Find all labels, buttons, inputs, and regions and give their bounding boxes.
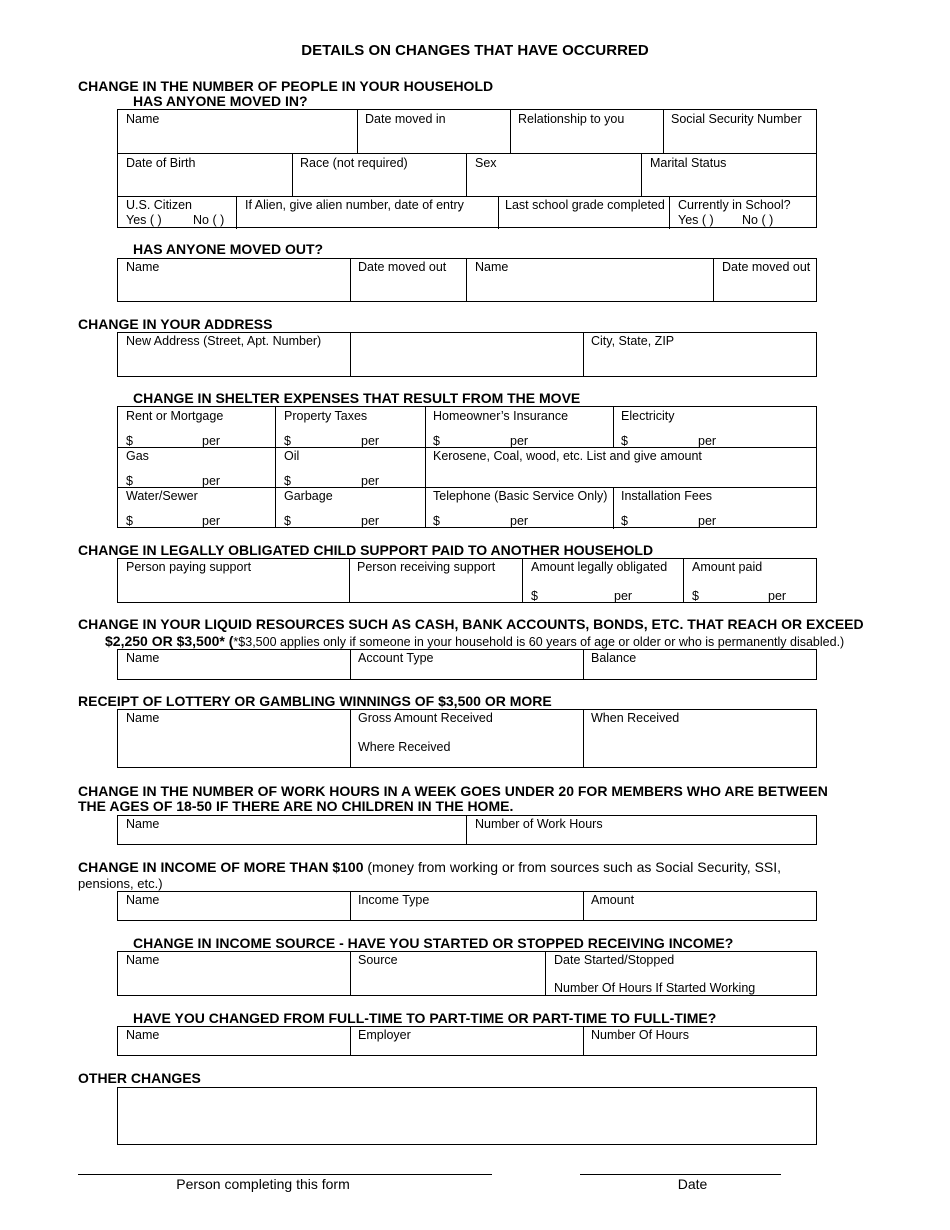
- child-support-table[interactable]: [117, 558, 817, 603]
- telephone-label: Telephone (Basic Service Only): [433, 489, 608, 503]
- page-title: DETAILS ON CHANGES THAT HAVE OCCURRED: [301, 42, 649, 59]
- citizen-yes[interactable]: Yes ( ): [126, 213, 162, 227]
- income-source-heading: CHANGE IN INCOME SOURCE - HAVE YOU STARTED OR STOPPED RECEIVING INCOME?: [133, 935, 734, 951]
- when-label: When Received: [591, 711, 680, 725]
- dob-label: Date of Birth: [126, 156, 196, 170]
- alien-label: If Alien, give alien number, date of entry: [245, 198, 464, 212]
- moved-out-table[interactable]: [117, 258, 817, 302]
- income-heading-line2: pensions, etc.): [78, 876, 163, 891]
- lottery-table[interactable]: [117, 709, 817, 768]
- income-table[interactable]: [117, 891, 817, 921]
- other-heading: OTHER CHANGES: [78, 1070, 201, 1086]
- city-label: City, State, ZIP: [591, 334, 675, 348]
- household-heading: CHANGE IN THE NUMBER OF PEOPLE IN YOUR HOUSEHOLD: [78, 78, 494, 94]
- ssn-label: Social Security Number: [671, 112, 802, 126]
- liquid-heading: CHANGE IN YOUR LIQUID RESOURCES SUCH AS CASH, BANK ACCOUNTS, BONDS, ETC. THAT REACH OR EXCEED: [78, 616, 864, 632]
- dollar-sign: $: [531, 589, 538, 603]
- per-label: per: [202, 514, 221, 528]
- in-school-label: Currently in School?: [678, 198, 791, 212]
- account-type-label: Account Type: [358, 651, 434, 665]
- fulltime-name-label: Name: [126, 1028, 160, 1042]
- name-label: Name: [126, 112, 160, 126]
- signature-line[interactable]: [78, 1174, 492, 1175]
- per-label: per: [361, 434, 380, 448]
- kerosene-label: Kerosene, Coal, wood, etc. List and give amount: [433, 449, 702, 463]
- income-source-table[interactable]: [117, 951, 817, 996]
- moved-in-heading: HAS ANYONE MOVED IN?: [133, 93, 308, 109]
- address-heading: CHANGE IN YOUR ADDRESS: [78, 316, 273, 332]
- moved-in-table[interactable]: [117, 109, 817, 228]
- fulltime-hours-label: Number Of Hours: [591, 1028, 689, 1042]
- liquid-threshold: $2,250 OR $3,500* (: [105, 633, 234, 649]
- grade-label: Last school grade completed: [505, 198, 665, 212]
- moved-out-name2-label: Name: [475, 260, 509, 274]
- lottery-name-label: Name: [126, 711, 160, 725]
- work-hours-label: Number of Work Hours: [475, 817, 603, 831]
- source-name-label: Name: [126, 953, 160, 967]
- signature-label: Person completing this form: [176, 1176, 350, 1192]
- oil-label: Oil: [284, 449, 300, 463]
- liquid-name-label: Name: [126, 651, 160, 665]
- per-label: per: [510, 434, 529, 448]
- income-type-label: Income Type: [358, 893, 430, 907]
- dollar-sign: $: [284, 434, 291, 448]
- per-label: per: [614, 589, 633, 603]
- moved-out-heading: HAS ANYONE MOVED OUT?: [133, 241, 324, 257]
- per-label: per: [510, 514, 529, 528]
- school-yes[interactable]: Yes ( ): [678, 213, 714, 227]
- obligated-label: Amount legally obligated: [531, 560, 668, 574]
- income-name-label: Name: [126, 893, 160, 907]
- liquid-heading-line2: [105, 633, 844, 649]
- sex-label: Sex: [475, 156, 497, 170]
- fulltime-heading: HAVE YOU CHANGED FROM FULL-TIME TO PART-TIME OR PART-TIME TO FULL-TIME?: [133, 1010, 717, 1026]
- work-hours-heading-line2: THE AGES OF 18-50 IF THERE ARE NO CHILDREN IN THE HOME.: [78, 798, 514, 814]
- moved-out-date-label: Date moved out: [358, 260, 447, 274]
- liquid-note: *$3,500 applies only if someone in your household is 60 years of age or older or who is permanently disabled.): [233, 635, 845, 649]
- relationship-label: Relationship to you: [518, 112, 625, 126]
- dollar-sign: $: [126, 514, 133, 528]
- citizen-no[interactable]: No ( ): [193, 213, 225, 227]
- dollar-sign: $: [126, 434, 133, 448]
- work-hours-heading: CHANGE IN THE NUMBER OF WORK HOURS IN A WEEK GOES UNDER 20 FOR MEMBERS WHO ARE BETWEEN: [78, 783, 828, 799]
- property-taxes-label: Property Taxes: [284, 409, 368, 423]
- electricity-label: Electricity: [621, 409, 675, 423]
- school-no[interactable]: No ( ): [742, 213, 774, 227]
- income-heading-bold: CHANGE IN INCOME OF MORE THAN $100: [78, 859, 364, 875]
- date-label: Date: [677, 1176, 708, 1192]
- shelter-table[interactable]: [117, 406, 817, 528]
- receiver-label: Person receiving support: [357, 560, 496, 574]
- moved-out-name-label: Name: [126, 260, 160, 274]
- employer-label: Employer: [358, 1028, 411, 1042]
- dollar-sign: $: [126, 474, 133, 488]
- payer-label: Person paying support: [126, 560, 252, 574]
- child-support-heading: CHANGE IN LEGALLY OBLIGATED CHILD SUPPORT PAID TO ANOTHER HOUSEHOLD: [78, 542, 654, 558]
- dollar-sign: $: [433, 514, 440, 528]
- dollar-sign: $: [284, 474, 291, 488]
- income-heading: [78, 859, 781, 875]
- balance-label: Balance: [591, 651, 637, 665]
- per-label: per: [698, 514, 717, 528]
- date-line[interactable]: [580, 1174, 781, 1175]
- gross-label: Gross Amount Received: [358, 711, 493, 725]
- income-amount-label: Amount: [591, 893, 635, 907]
- dollar-sign: $: [621, 514, 628, 528]
- dollar-sign: $: [692, 589, 699, 603]
- per-label: per: [361, 474, 380, 488]
- dollar-sign: $: [433, 434, 440, 448]
- lottery-heading: RECEIPT OF LOTTERY OR GAMBLING WINNINGS OF $3,500 OR MORE: [78, 693, 552, 709]
- street-label: New Address (Street, Apt. Number): [126, 334, 322, 348]
- per-label: per: [768, 589, 787, 603]
- hours-started-label: Number Of Hours If Started Working: [554, 981, 756, 995]
- work-name-label: Name: [126, 817, 160, 831]
- per-label: per: [202, 474, 221, 488]
- per-label: per: [698, 434, 717, 448]
- marital-label: Marital Status: [650, 156, 727, 170]
- source-label: Source: [358, 953, 398, 967]
- date-started-label: Date Started/Stopped: [554, 953, 675, 967]
- work-hours-table[interactable]: [117, 815, 817, 845]
- gas-label: Gas: [126, 449, 149, 463]
- liquid-table[interactable]: [117, 649, 817, 680]
- installation-label: Installation Fees: [621, 489, 713, 503]
- citizen-label: U.S. Citizen: [126, 198, 192, 212]
- shelter-heading: CHANGE IN SHELTER EXPENSES THAT RESULT FROM THE MOVE: [133, 390, 581, 406]
- per-label: per: [202, 434, 221, 448]
- income-heading-rest: (money from working or from sources such as Social Security, SSI,: [363, 859, 782, 875]
- dollar-sign: $: [284, 514, 291, 528]
- fulltime-table[interactable]: [117, 1026, 817, 1056]
- other-changes-box[interactable]: [117, 1087, 817, 1145]
- garbage-label: Garbage: [284, 489, 333, 503]
- insurance-label: Homeowner’s Insurance: [433, 409, 569, 423]
- date-moved-in-label: Date moved in: [365, 112, 446, 126]
- rent-label: Rent or Mortgage: [126, 409, 224, 423]
- moved-out-date2-label: Date moved out: [722, 260, 811, 274]
- where-label: Where Received: [358, 740, 451, 754]
- water-label: Water/Sewer: [126, 489, 198, 503]
- per-label: per: [361, 514, 380, 528]
- dollar-sign: $: [621, 434, 628, 448]
- address-table[interactable]: [117, 332, 817, 377]
- race-label: Race (not required): [300, 156, 408, 170]
- paid-label: Amount paid: [692, 560, 763, 574]
